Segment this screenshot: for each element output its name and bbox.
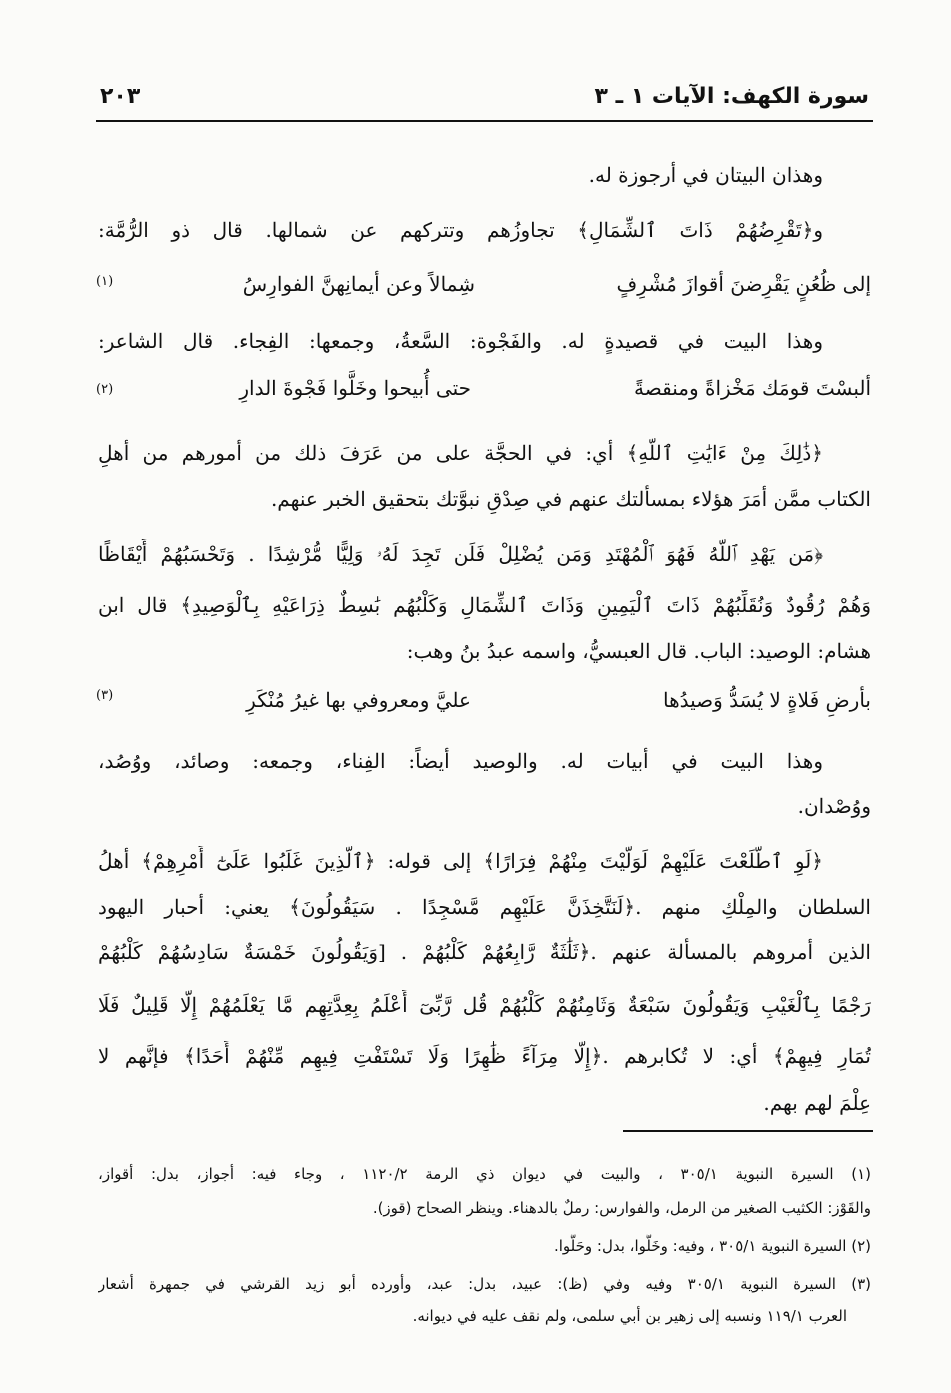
footnote-rule — [623, 1130, 873, 1132]
text-line: تُمَارِ فِيهِمْ﴾ أي: لا تُكابرهم .﴿إِلَّا مِرَآءً ظَٰهِرًا وَلَا تَسْتَفْتِ فِيهِم مِّنْهُمْ أَحَدًا﴾ فإنَّهم لا — [98, 1044, 871, 1068]
text-line: الكتاب ممَّن أمَرَ هؤلاء بمسألتك عنهم في صِدْقِ نبوَّتك بتحقيق الخبر عنهم. — [270, 487, 871, 511]
text-line: السلطان والمِلْكِ منهم .﴿لَنَتَّخِذَنَّ عَلَيْهِم مَّسْجِدًا . سَيَقُولُونَ﴾ يعني: أحبار اليهود — [98, 895, 871, 919]
text-line: ﴿لَوِ ٱطَّلَعْتَ عَلَيْهِمْ لَوَلَّيْتَ مِنْهُمْ فِرَارًا﴾ إلى قوله: ﴿ٱلَّذِينَ غَلَبُوا عَلَىٰٓ أَمْرِهِمْ﴾ أهلُ — [98, 849, 823, 873]
footnote-line: (٣) السيرة النبوية ٣٠٥/١ وفيه وفي (ظ): عبيد، بدل: عبد، وأورده أبو زيد القرشي في جمهرة أشعار — [98, 1275, 871, 1293]
verse-hemistich-second: شِمالاً وعن أيمانِهنَّ الفوارِسُ — [242, 272, 475, 296]
footnote-marker: (٣) — [96, 688, 114, 703]
text-line: وهذا البيت في قصيدةٍ له. والفَجْوة: السَّعةُ، وجمعها: الفِجاء. قال الشاعر: — [98, 329, 823, 353]
header-rule — [96, 120, 873, 122]
footnote-line: (١) السيرة النبوية ٣٠٥/١ ، والبيت في ديوان ذي الرمة ١١٢٠/٢ ، وجاء فيه: أجواز، بدل: أقواز، — [98, 1165, 871, 1183]
text-line: وهذا البيت في أبيات له. والوصيد أيضاً: الفِناء، وجمعه: وصائد، ووُصُد، — [98, 749, 823, 773]
text-line: وَهُمْ رُقُودٌ وَنُقَلِّبُهُمْ ذَاتَ ٱلْيَمِينِ وَذَاتَ ٱلشِّمَالِ وَكَلْبُهُم بَٰسِطٌ ذِرَاعَيْهِ بِٱلْوَصِيدِ﴾ قال ابن — [98, 593, 871, 617]
page-number: ٢٠٣ — [100, 84, 141, 109]
text-line: هشام: الوصيد: الباب. قال العبسيُّ، واسمه عبدُ بنُ وهب: — [406, 639, 871, 663]
text-line: رَجْمًا بِٱلْغَيْبِ وَيَقُولُونَ سَبْعَةٌ وَثَامِنُهُمْ كَلْبُهُمْ قُل رَّبِّىٓ أَعْلَمُ بِعِدَّتِهِم مَّا يَعْلَمُهُمْ إِلَّا قَلِيلٌ فَلَا — [98, 993, 871, 1017]
text-line: ووُصْدان. — [797, 794, 871, 818]
footnote-line: (٢) السيرة النبوية ٣٠٥/١ ، وفيه: وخَلَّوا، بدل: وحَلُّوا. — [553, 1237, 871, 1255]
text-line: وهذان البيتان في أرجوزة له. — [588, 163, 823, 187]
text-line: و﴿تَقْرِضُهُمْ ذَاتَ ٱلشِّمَالِ﴾ تجاوزُهم وتتركهم عن شمالها. قال ذو الرُّمَّة: — [98, 218, 823, 242]
footnote-line: والقَوْز: الكثيب الصغير من الرمل، والفوارس: رملٌ بالدهناء. وينظر الصحاح (قوز). — [372, 1199, 871, 1217]
footnote-marker: (١) — [96, 274, 114, 289]
verse-hemistich-second: عليَّ ومعروفي بها غيرُ مُنْكَرِ — [246, 688, 471, 712]
text-line: الذين أمروهم بالمسألة عنهم .﴿ثَلَٰثَةٌ رَّابِعُهُمْ كَلْبُهُمْ . [وَيَقُولُونَ خَمْسَةٌ سَادِسُهُمْ كَلْبُهُمْ — [98, 940, 871, 964]
verse-hemistich-first: ألبسْتَ قومَك مَخْزاةً ومنقصةً — [634, 376, 871, 400]
footnote-line: العرب ١١٩/١ ونسبه إلى زهير بن أبي سلمى، ولم نقف عليه في ديوانه. — [412, 1307, 847, 1325]
verse-hemistich-second: حتى أُبيحوا وخَلَّوا فَجْوةَ الدارِ — [239, 376, 471, 400]
text-line: ﴿ذَٰلِكَ مِنْ ءَايَٰتِ ٱللَّهِ﴾ أي: في الحجَّة على من عَرَفَ ذلك من أمورهم من أهلِ — [98, 441, 823, 465]
verse-hemistich-first: إلى ظُعُنٍ يَقْرِضنَ أقوازَ مُشْرِفٍ — [616, 272, 871, 296]
text-line: عِلْمَ لهم بهم. — [763, 1091, 871, 1115]
footnote-marker: (٢) — [96, 382, 114, 397]
verse-hemistich-first: بأرضِ فَلاةٍ لا يُسَدُّ وَصيدُها — [662, 688, 871, 712]
running-header-title: سورة الكهف: الآيات ١ ـ ٣ — [594, 84, 869, 109]
text-line: ﴿مَن يَهْدِ ٱللَّهُ فَهُوَ ٱلْمُهْتَدِ وَمَن يُضْلِلْ فَلَن تَجِدَ لَهُۥ وَلِيًّا مُّرْشِدًا . وَتَحْسَبُهُمْ أَيْقَاظًا — [98, 542, 823, 566]
